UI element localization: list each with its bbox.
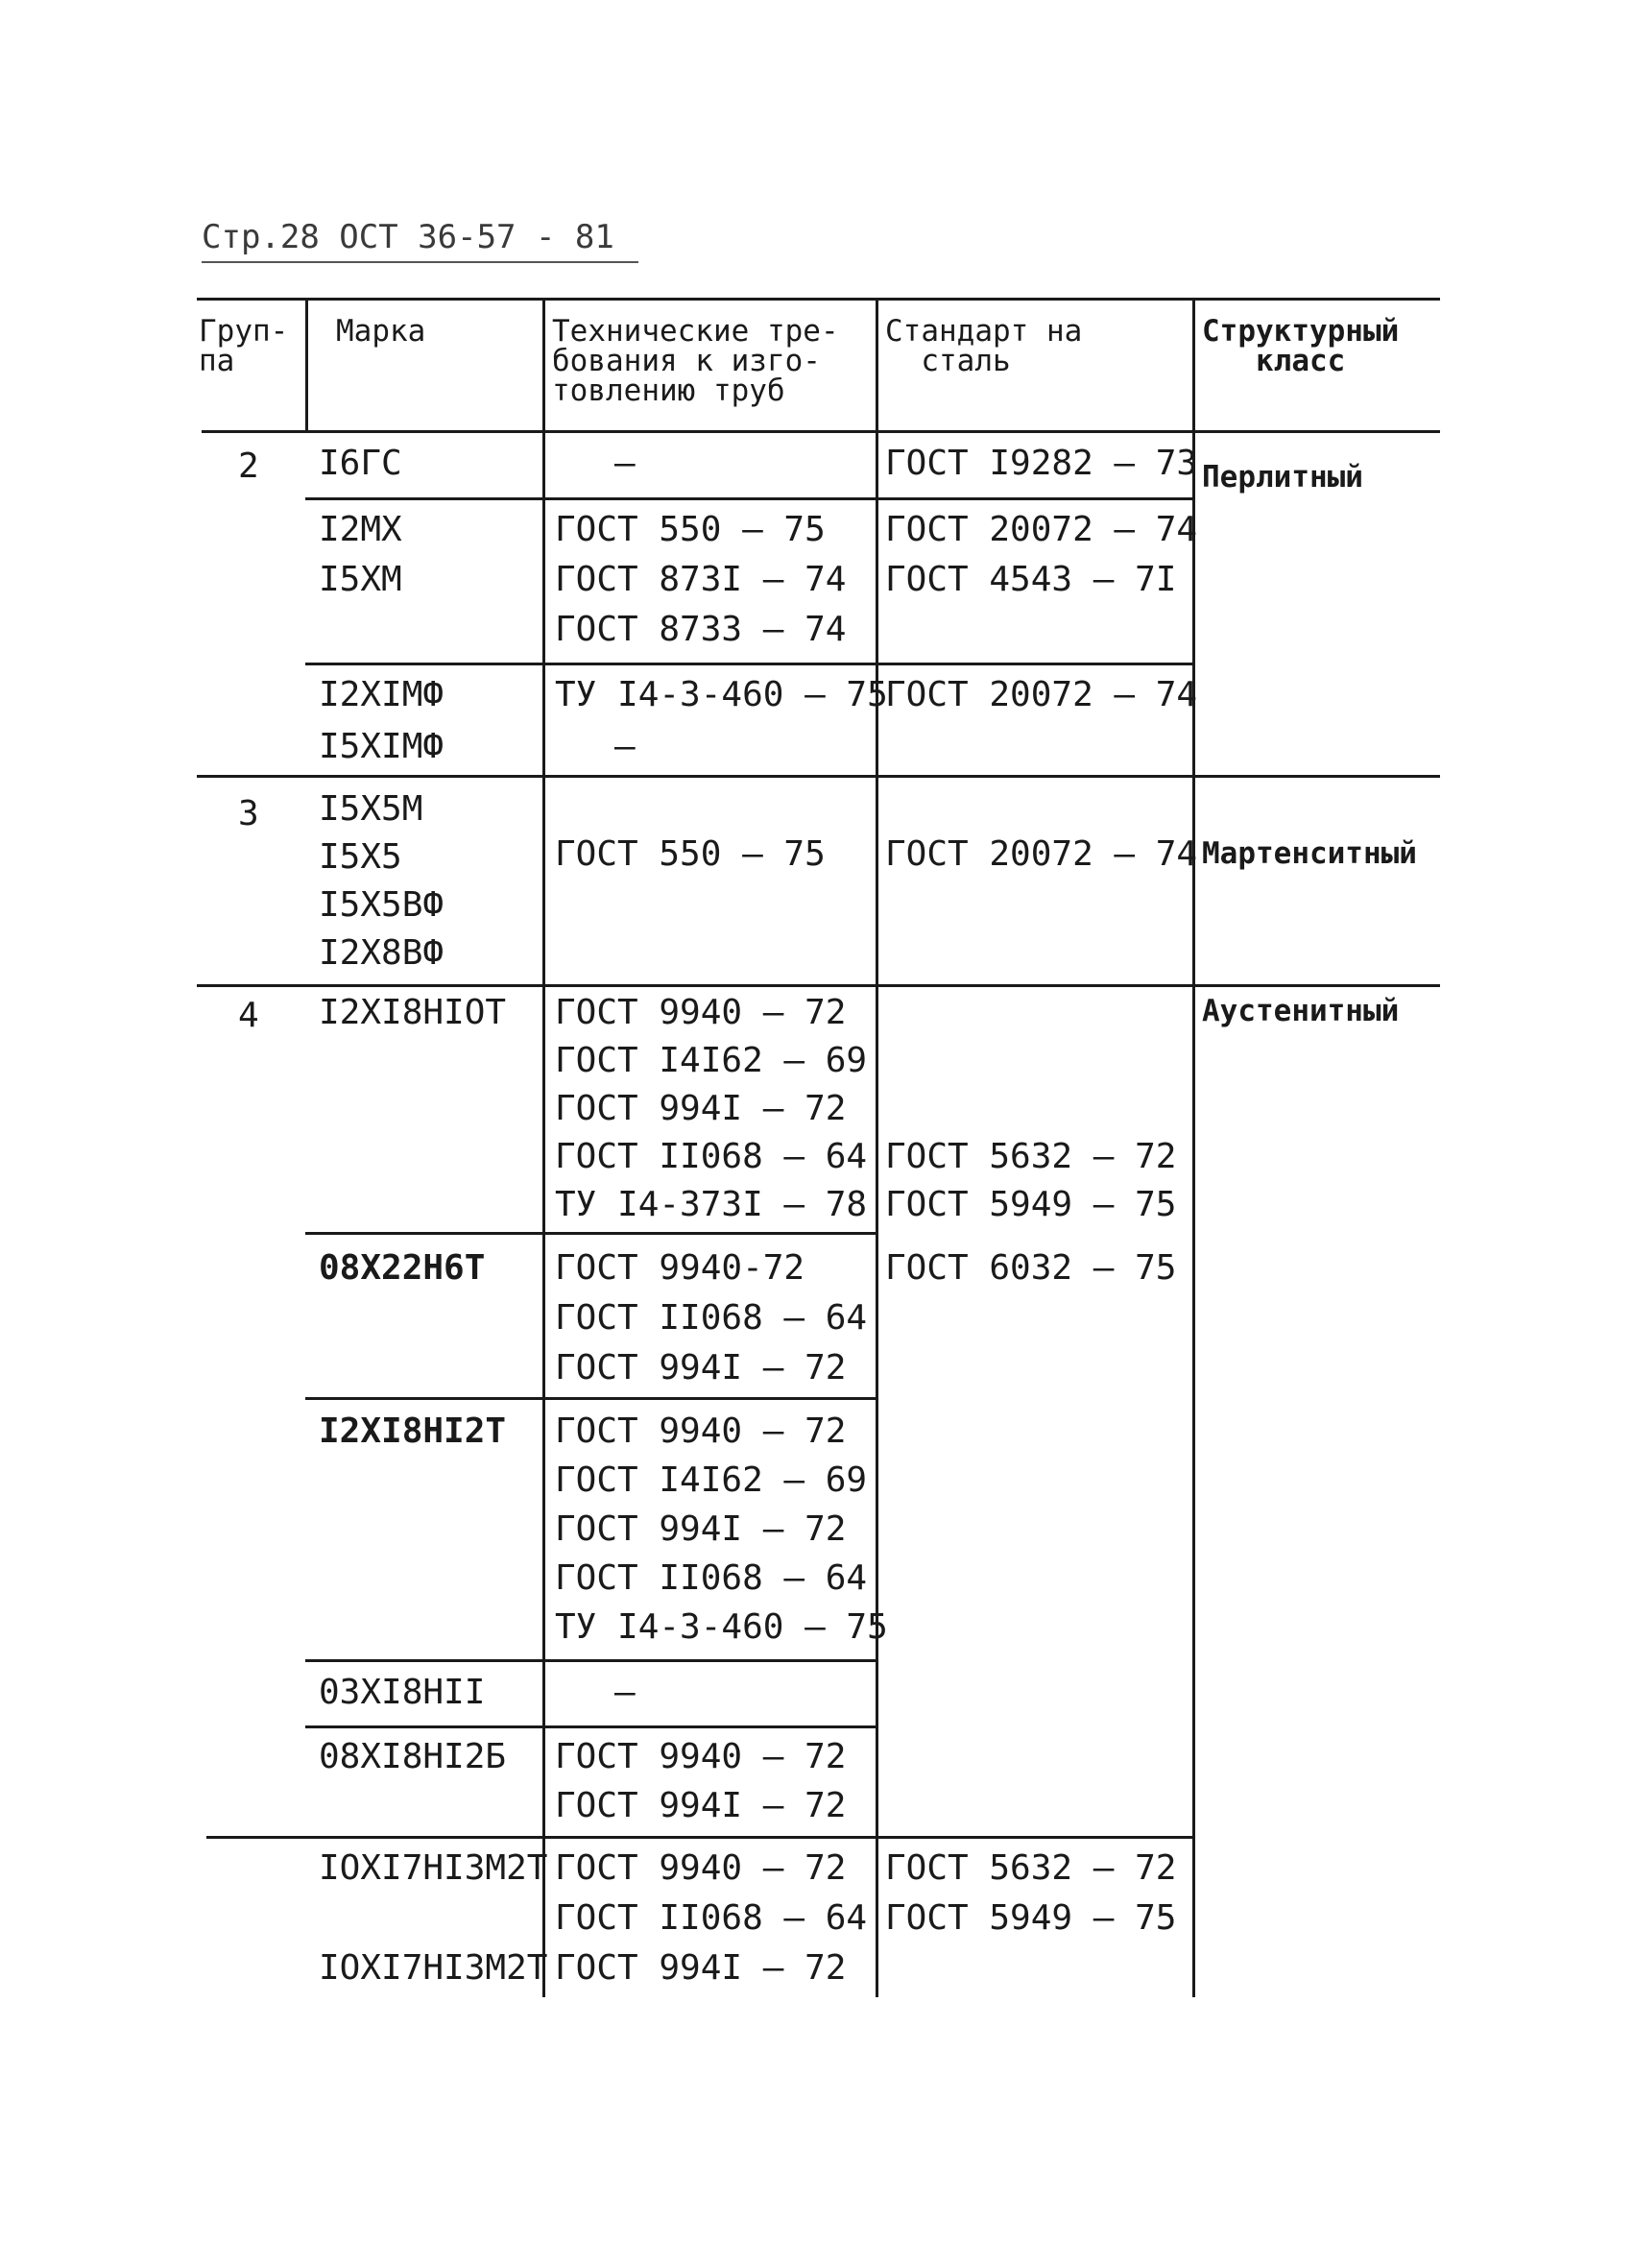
running-header-underline bbox=[202, 261, 638, 263]
header-steel-standard: Стандарт на сталь bbox=[885, 314, 1083, 378]
group-rule bbox=[206, 1836, 1195, 1839]
tech-requirement: – bbox=[614, 1673, 636, 1712]
tech-requirement: ГОСТ 9940 – 72 bbox=[555, 1737, 847, 1776]
steel-standard: ГОСТ 5949 – 75 bbox=[885, 1185, 1177, 1224]
column-divider bbox=[876, 298, 878, 1997]
steel-standard: ГОСТ 5949 – 75 bbox=[885, 1898, 1177, 1938]
steel-standard: ГОСТ 20072 – 74 bbox=[885, 834, 1198, 874]
grade: I2Х8ВФ bbox=[319, 933, 444, 973]
tech-requirement: ГОСТ II068 – 64 bbox=[555, 1137, 868, 1176]
table-top-rule bbox=[197, 298, 1440, 301]
tech-requirement: ГОСТ II068 – 64 bbox=[555, 1558, 868, 1598]
group-rule bbox=[197, 775, 1440, 778]
grade: I5Х5 bbox=[319, 837, 402, 877]
steel-standard: ГОСТ 20072 – 74 bbox=[885, 675, 1198, 714]
grade: I2ХI8НIОТ bbox=[319, 993, 507, 1032]
row-rule bbox=[305, 497, 1193, 500]
grade: IОХI7НI3М2Т bbox=[319, 1948, 548, 1988]
tech-requirement: – bbox=[614, 727, 636, 766]
tech-requirement: ГОСТ 994I – 72 bbox=[555, 1948, 847, 1988]
tech-requirement: ГОСТ 9940 – 72 bbox=[555, 1411, 847, 1451]
steel-standard: ГОСТ 6032 – 75 bbox=[885, 1248, 1177, 1288]
tech-requirement: ГОСТ 994I – 72 bbox=[555, 1089, 847, 1128]
row-rule bbox=[305, 1725, 877, 1728]
header-grade: Марка bbox=[336, 314, 426, 349]
header-group: Груп- па bbox=[199, 314, 289, 378]
tech-requirement: ГОСТ 873I – 74 bbox=[555, 560, 847, 599]
grade: I5Х5М bbox=[319, 789, 423, 829]
steel-standard: ГОСТ 5632 – 72 bbox=[885, 1848, 1177, 1888]
tech-requirement: ТУ I4-3-460 – 75 bbox=[555, 1607, 888, 1647]
grade: 08Х22Н6Т bbox=[319, 1248, 486, 1288]
tech-requirement: ГОСТ 994I – 72 bbox=[555, 1786, 847, 1825]
tech-requirement: ГОСТ 9940-72 bbox=[555, 1248, 805, 1288]
row-rule bbox=[305, 1232, 877, 1235]
column-divider bbox=[542, 298, 545, 1997]
tech-requirement: ГОСТ 994I – 72 bbox=[555, 1509, 847, 1549]
tech-requirement: ГОСТ 9940 – 72 bbox=[555, 1848, 847, 1888]
grade: I5Х5ВФ bbox=[319, 885, 444, 925]
row-rule bbox=[305, 1397, 877, 1400]
tech-requirement: ТУ I4-3-460 – 75 bbox=[555, 675, 888, 714]
group-rule bbox=[197, 984, 1440, 987]
grade: IОХI7НI3М2Т bbox=[319, 1848, 548, 1888]
structural-class: Мартенситный bbox=[1202, 836, 1417, 871]
tech-requirement: ГОСТ II068 – 64 bbox=[555, 1298, 868, 1338]
group-number: 4 bbox=[238, 996, 259, 1035]
grade: I6ГС bbox=[319, 444, 402, 483]
grade: I2ХIМФ bbox=[319, 675, 444, 714]
tech-requirement: ТУ I4-373I – 78 bbox=[555, 1185, 868, 1224]
row-rule bbox=[305, 1659, 877, 1662]
steel-standard: ГОСТ 4543 – 7I bbox=[885, 560, 1177, 599]
tech-requirement: ГОСТ 550 – 75 bbox=[555, 834, 826, 874]
grade: 08ХI8НI2Б bbox=[319, 1737, 507, 1776]
column-divider bbox=[1192, 298, 1195, 1997]
tech-requirement: ГОСТ 994I – 72 bbox=[555, 1348, 847, 1387]
grade: I2МХ bbox=[319, 510, 402, 549]
steel-standard: ГОСТ 20072 – 74 bbox=[885, 510, 1198, 549]
tech-requirement: ГОСТ I4I62 – 69 bbox=[555, 1460, 868, 1500]
grade: I5ХМ bbox=[319, 560, 402, 599]
tech-requirement: ГОСТ 9940 – 72 bbox=[555, 993, 847, 1032]
row-rule bbox=[305, 663, 1193, 665]
steel-standard: ГОСТ I9282 – 73 bbox=[885, 444, 1198, 483]
structural-class: Аустенитный bbox=[1202, 994, 1400, 1028]
running-header: Стр.28 ОСТ 36-57 - 81 bbox=[202, 218, 614, 256]
column-divider bbox=[305, 298, 308, 430]
tech-requirement: ГОСТ I4I62 – 69 bbox=[555, 1041, 868, 1080]
group-number: 2 bbox=[238, 446, 259, 486]
header-bottom-rule bbox=[202, 430, 1440, 433]
tech-requirement: ГОСТ 550 – 75 bbox=[555, 510, 826, 549]
grade: 03ХI8НII bbox=[319, 1673, 486, 1712]
grade: I5ХIМФ bbox=[319, 727, 444, 766]
tech-requirement: ГОСТ II068 – 64 bbox=[555, 1898, 868, 1938]
steel-standard: ГОСТ 5632 – 72 bbox=[885, 1137, 1177, 1176]
header-structural-class: Структурный класс bbox=[1202, 314, 1400, 378]
structural-class: Перлитный bbox=[1202, 460, 1363, 495]
grade: I2ХI8НI2Т bbox=[319, 1411, 507, 1451]
tech-requirement: ГОСТ 8733 – 74 bbox=[555, 610, 847, 649]
header-tech-requirements: Технические тре- бования к изго- товлению труб bbox=[552, 314, 839, 408]
tech-requirement: – bbox=[614, 444, 636, 483]
group-number: 3 bbox=[238, 794, 259, 833]
